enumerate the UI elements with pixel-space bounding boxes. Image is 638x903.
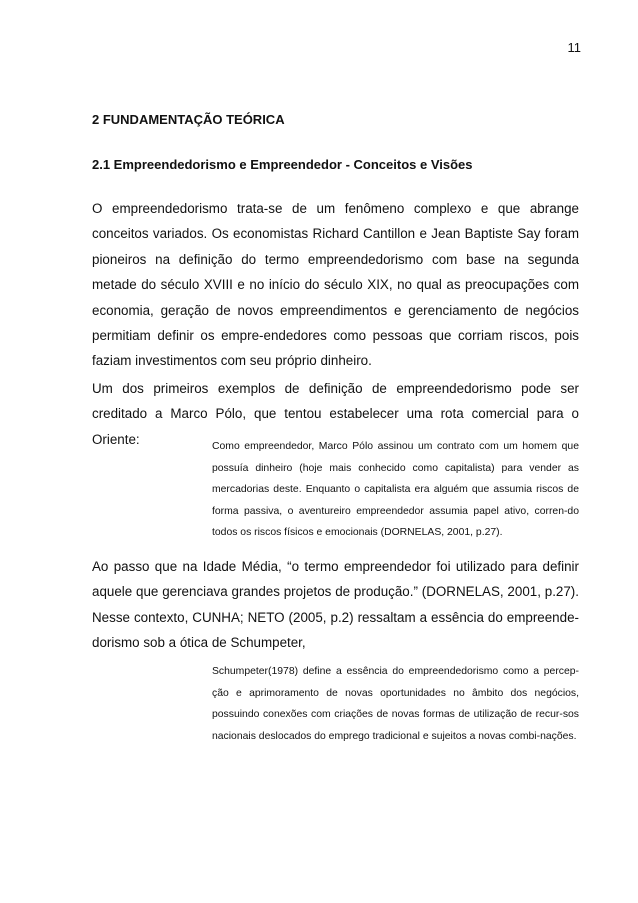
block-quote: Como empreendedor, Marco Pólo assinou um contrato com um homem que possuía dinheiro (hoje mais conhecido como capitalista) para vender as mercadorias deste. Enquanto o capitalista era alguém que assumia riscos de forma passiva, o aventureiro empreendedor assumia papel ativo, corren-do todos os riscos físicos e emocionais (DORNELAS, 2001, p.27). bbox=[212, 441, 579, 539]
chapter-heading: 2 FUNDAMENTAÇÃO TEÓRICA bbox=[92, 112, 285, 127]
body-paragraph: O empreendedorismo trata-se de um fenômeno complexo e que abrange conceitos variados. Os economistas Richard Cantillon e Jean Baptiste Say foram pioneiros na definição do termo empreendedorismo com base na segunda metade do século XVIII e no início do século XIX, no qual as preocupações com economia, geração de novos empreendimentos e gerenciamento de negócios permitiam definir os empre-endedores como pessoas que corriam riscos, pois faziam investimentos com seu próprio dinheiro. bbox=[92, 201, 579, 369]
block-quote: Schumpeter(1978) define a essência do empreendedorismo como a percep-ção e aprimoramento de novas oportunidades no âmbito dos negócios, possuindo conexões com criações de novas formas de utilização de recur-sos nacionais deslocados do emprego tradicional e sujeitos a novas combi-nações. bbox=[212, 666, 579, 742]
body-paragraph: Um dos primeiros exemplos de definição de empreendedorismo pode ser creditado a Marco Pólo, que tentou estabelecer uma rota comercial para o Oriente: bbox=[92, 381, 579, 447]
section-heading: 2.1 Empreendedorismo e Empreendedor - Conceitos e Visões bbox=[92, 157, 473, 172]
body-paragraph: Ao passo que na Idade Média, “o termo empreendedor foi utilizado para definir aquele que gerenciava grandes projetos de produção.” (DORNELAS, 2001, p.27). Nesse contexto, CUNHA; NETO (2005, p.2) ressaltam a essência do empreende-dorismo sob a ótica de Schumpeter, bbox=[92, 559, 579, 651]
page-number: 11 bbox=[567, 40, 581, 55]
